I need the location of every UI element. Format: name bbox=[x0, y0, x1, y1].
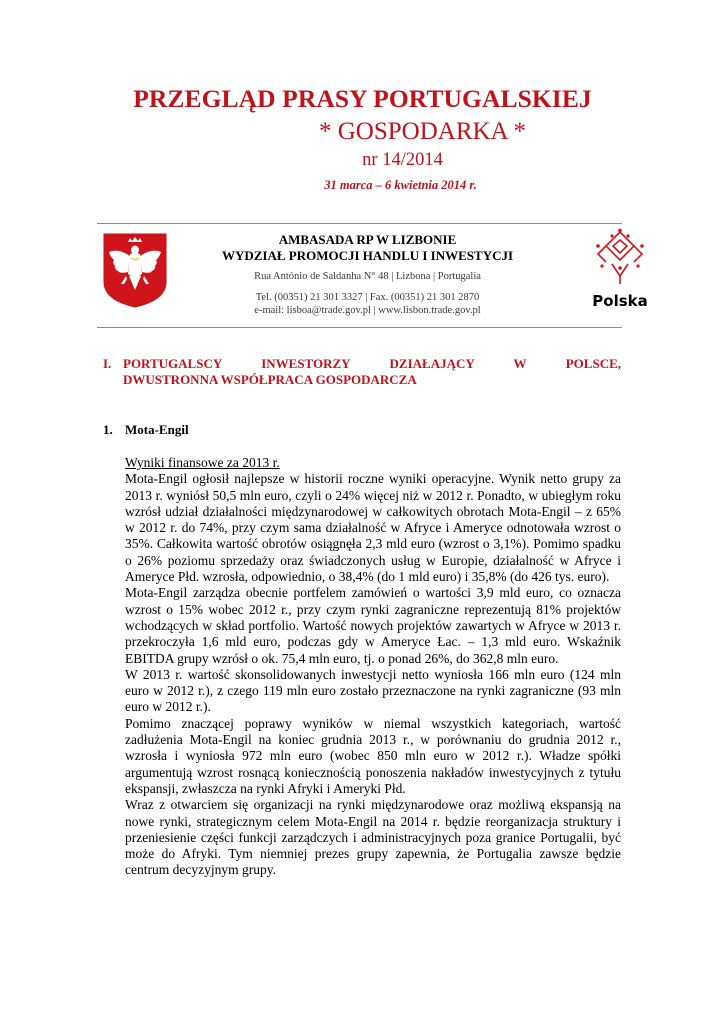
section-title-line1: PORTUGALSCY INWESTORZY DZIAŁAJĄCY W POLSCE, bbox=[123, 356, 621, 371]
header-rule-bottom bbox=[97, 327, 622, 328]
article-paragraph: Pomimo znaczącej poprawy wyników w niemal wszystkich kategoriach, wartość zadłużenia Mota-Engil na koniec grudnia 2013 r., w porównaniu do grudnia 2012 r., wzrosła i wyniosła 972 mln euro (wobec 850 mln euro w 2012 r.). Władze spółki argumentują wzrost rosnącą koniecznością ponoszenia nakładów inwestycyjnych z tytułu ekspansji, zwłaszcza na rynki Afryki i Ameryki Płd. bbox=[125, 715, 621, 796]
article-body bbox=[125, 455, 621, 879]
document-title: PRZEGLĄD PRASY PORTUGALSKIEJ bbox=[133, 84, 592, 113]
subsection-number: 1. bbox=[103, 422, 113, 437]
polska-brand-logo bbox=[590, 228, 650, 318]
article-paragraph: Mota-Engil ogłosił najlepsze w historii roczne wyniki operacyjne. Wynik netto grupy za 2013 r. wyniósł 50,5 mln euro, czyli o 24% więcej niż w 2012 r. Ponadto, w ubiegłym roku wzrósł udział działalności międzynarodowej w całkowitych obrotach Mota-Engil – z 65% w 2012 r. do 74%, przy czym sama działalność w Afryce i Ameryce odnotowała wzrost o 35%. Całkowita wartość obrotów osiągnęła 2,3 mld euro (wzrost o 3,1%). Pomimo spadku o 26% poziomu sprzedaży oraz świadczonych usług w Europie, działalność w Afryce i Ameryce Płd. wzrosła, odpowiednio, o 38,4% (do 1 mld euro) i 35,8% (do 426 tys. euro). bbox=[125, 471, 621, 585]
header-phone: Tel. (00351) 21 301 3327 | Fax. (00351) 21 301 2870 bbox=[255, 292, 480, 303]
header-contact: e-mail: lisboa@trade.gov.pl | www.lisbon.trade.gov.pl bbox=[254, 305, 481, 316]
subsection-title: Mota-Engil bbox=[125, 422, 189, 437]
brand-text: Polska bbox=[592, 292, 648, 310]
header-department: WYDZIAŁ PROMOCJI HANDLU I INWESTYCJI bbox=[221, 248, 514, 263]
header-address: Rua António de Saldanha N° 48 | Lizbona | Portugalia bbox=[254, 271, 481, 282]
polish-eagle-emblem bbox=[102, 232, 168, 308]
article-paragraph: Wraz z otwarciem się organizacji na rynki międzynarodowe oraz możliwą ekspansją na nowe rynki, strategicznym celem Mota-Engil na 2014 r. będzie reorganizacja struktury i przeniesienie części funkcji zarządczych i administracyjnych poza granice Portugalii, być może do Afryki. Tym niemniej prezes grupy zapewnia, że Portugalia zawsze będzie centrum decyzyjnym grupy. bbox=[125, 797, 621, 878]
header-org-name: AMBASADA RP W LIZBONIE bbox=[278, 232, 457, 247]
article-heading: Wyniki finansowe za 2013 r. bbox=[125, 455, 280, 470]
article-paragraph: W 2013 r. wartość skonsolidowanych inwestycji netto wyniosła 166 mln euro (124 mln euro w 2012 r.), z czego 119 mln euro zostało przeznaczone na rynki zagraniczne (93 mln euro w 2012 r.). bbox=[125, 666, 621, 715]
section-number: I. bbox=[103, 356, 112, 371]
article-paragraph: Mota-Engil zarządza obecnie portfelem zamówień o wartości 3,9 mld euro, co oznacza wzrost o 15% wobec 2012 r., przy czym rynki zagraniczne reprezentują 81% projektów wchodzących w skład portfolio. Wartość nowych projektów zawartych w Afryce w 2013 r. przekroczyła 1,6 mld euro, podczas gdy w Ameryce Łac. – 1,3 mld euro. Wskaźnik EBITDA grupy wzrósł o ok. 75,4 mln euro, tj. o ponad 26%, do 362,8 mln euro. bbox=[125, 585, 621, 666]
section-title-line2: DWUSTRONNA WSPÓŁPRACA GOSPODARCZA bbox=[123, 372, 417, 387]
date-range: 31 marca – 6 kwietnia 2014 r. bbox=[324, 178, 477, 192]
document-subtitle: * GOSPODARKA * bbox=[319, 118, 526, 145]
issue-number: nr 14/2014 bbox=[362, 150, 443, 170]
header-rule-top bbox=[97, 223, 622, 224]
